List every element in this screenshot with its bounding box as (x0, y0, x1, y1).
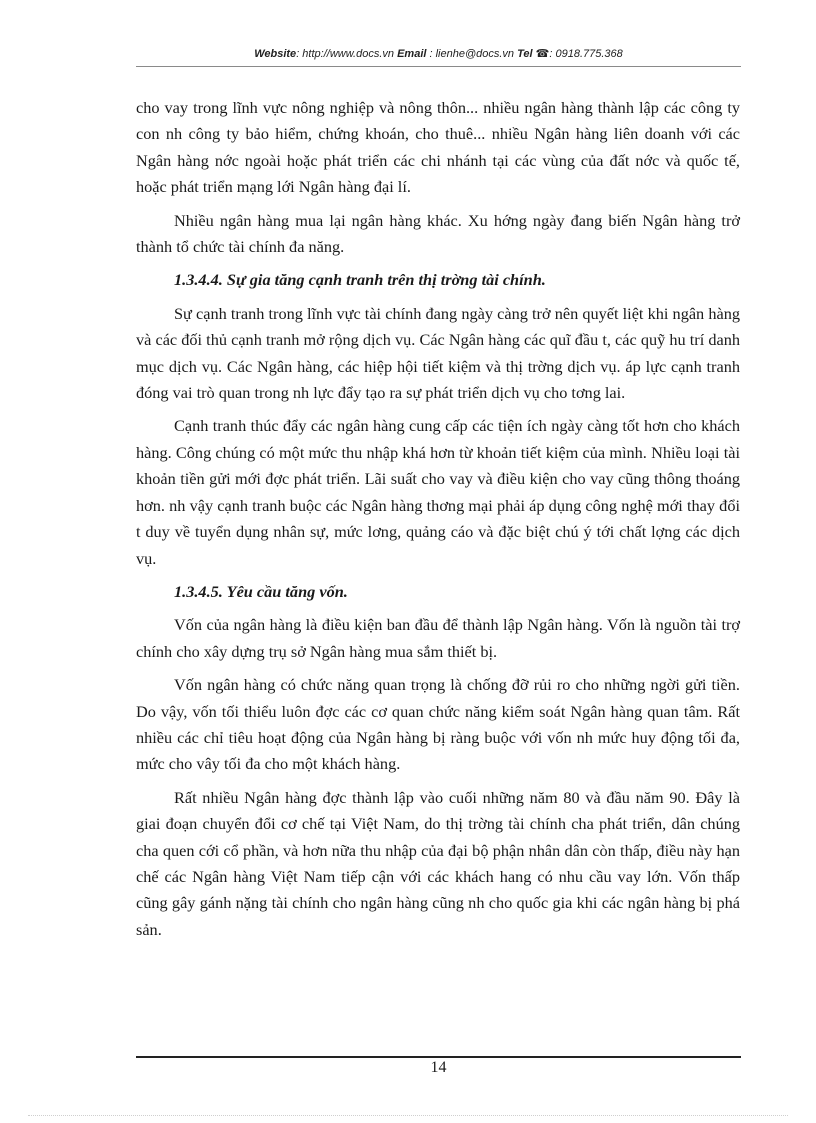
page-header (136, 47, 741, 60)
header-divider (136, 66, 741, 67)
paragraph-5: Vốn của ngân hàng là điều kiện ban đầu để thành lập Ngân hàng. Vốn là nguồn tài trợ chính cho xây dựng trụ sở Ngân hàng mua sắm thiết bị. (136, 615, 740, 661)
paragraph-3: Sự cạnh tranh trong lĩnh vực tài chính đang ngày càng trở nên quyết liệt khi ngân hàng và các đối thủ cạnh tranh mở rộng dịch vụ. Các Ngân hàng các quĩ đầu t, các quỹ hu trí danh mục dịch vụ. Các Ngân hàng, các hiệp hội tiết kiệm và thị trờng dịch vụ. áp lực cạnh tranh đóng vai trò quan trong nh lực đẩy tạo ra sự phát triển dịch vụ cho tơng lai. (136, 303, 740, 403)
tel-value: : 0918.775.368 (549, 48, 623, 60)
phone-icon: ☎ (535, 48, 550, 60)
section-heading-1-3-4-5: 1.3.4.5. Yêu cầu tăng vốn. (174, 581, 348, 601)
paragraph-4: Cạnh tranh thúc đẩy các ngân hàng cung cấp các tiện ích ngày càng tốt hơn cho khách hàng. Công chúng có một mức thu nhập khá hơn từ khoản tiết kiệm của mình. Nhiều loại tài khoản tiền gửi mới đợc phát triển. Lãi suất cho vay và điều kiện cho vay cũng thông thoáng hơn. nh vậy cạnh tranh buộc các Ngân hàng thơng mại phải áp dụng công nghệ mới thay đổi t duy về tuyển dụng nhân sự, mức lơng, quảng cáo và đặc biệt chú ý tới chất lợng các dịch vụ. (136, 416, 740, 568)
page-number: 14 (430, 1059, 447, 1076)
paragraph-7: Rất nhiều Ngân hàng đợc thành lập vào cuối những năm 80 và đầu năm 90. Đây là giai đoạn chuyển đổi cơ chế tại Việt Nam, do thị trờng tài chính cha phát triển, dân chúng cha quen cới cổ phần, và hơn nữa thu nhập của đại bộ phận nhân dân còn thấp, điều này hạn chế các Ngân hàng Việt Nam tiếp cận với các khách hang có nhu cầu vay lớn. Vốn thấp cũng gây gánh nặng tài chính cho ngân hàng cũng nh cho quốc gia khi các ngân hàng bị phá sản. (136, 787, 740, 939)
section-heading-1-3-4-4: 1.3.4.4. Sự gia tăng cạnh tranh trên thị trờng tài chính. (174, 270, 546, 290)
paragraph-6: Vốn ngân hàng có chức năng quan trọng là chống đỡ rủi ro cho những ngời gửi tiền. Do vậy, vốn tối thiểu luôn đợc các cơ quan chức năng kiểm soát Ngân hàng quan tâm. Rất nhiều các chỉ tiêu hoạt động của Ngân hàng bị ràng buộc với vốn nh mức huy động tối đa, mức cho vây tối đa cho một khách hàng. (136, 675, 740, 774)
footer-divider (136, 1056, 741, 1058)
website-value: : http://www.docs.vn (296, 48, 395, 60)
page-edge (28, 1115, 788, 1116)
website-label: Website (254, 48, 297, 60)
paragraph-2: Nhiều ngân hàng mua lại ngân hàng khác. Xu hớng ngày đang biến Ngân hàng trở thành tổ chức tài chính đa năng. (136, 210, 740, 257)
tel-label: Tel (517, 48, 533, 60)
email-value: : lienhe@docs.vn (429, 48, 515, 60)
document-body (136, 95, 740, 950)
paragraph-1: cho vay trong lĩnh vực nông nghiệp và nông thôn... nhiều ngân hàng thành lập các công ty con nh công ty bảo hiểm, chứng khoán, cho thuê... nhiều Ngân hàng liên doanh với các Ngân hàng nớc ngoài hoặc phát triển các chi nhánh tại các vùng của đất nớc và quốc tế, hoặc phát triển mạng lới Ngân hàng đại lí. (136, 98, 740, 197)
email-label: Email (397, 48, 427, 60)
